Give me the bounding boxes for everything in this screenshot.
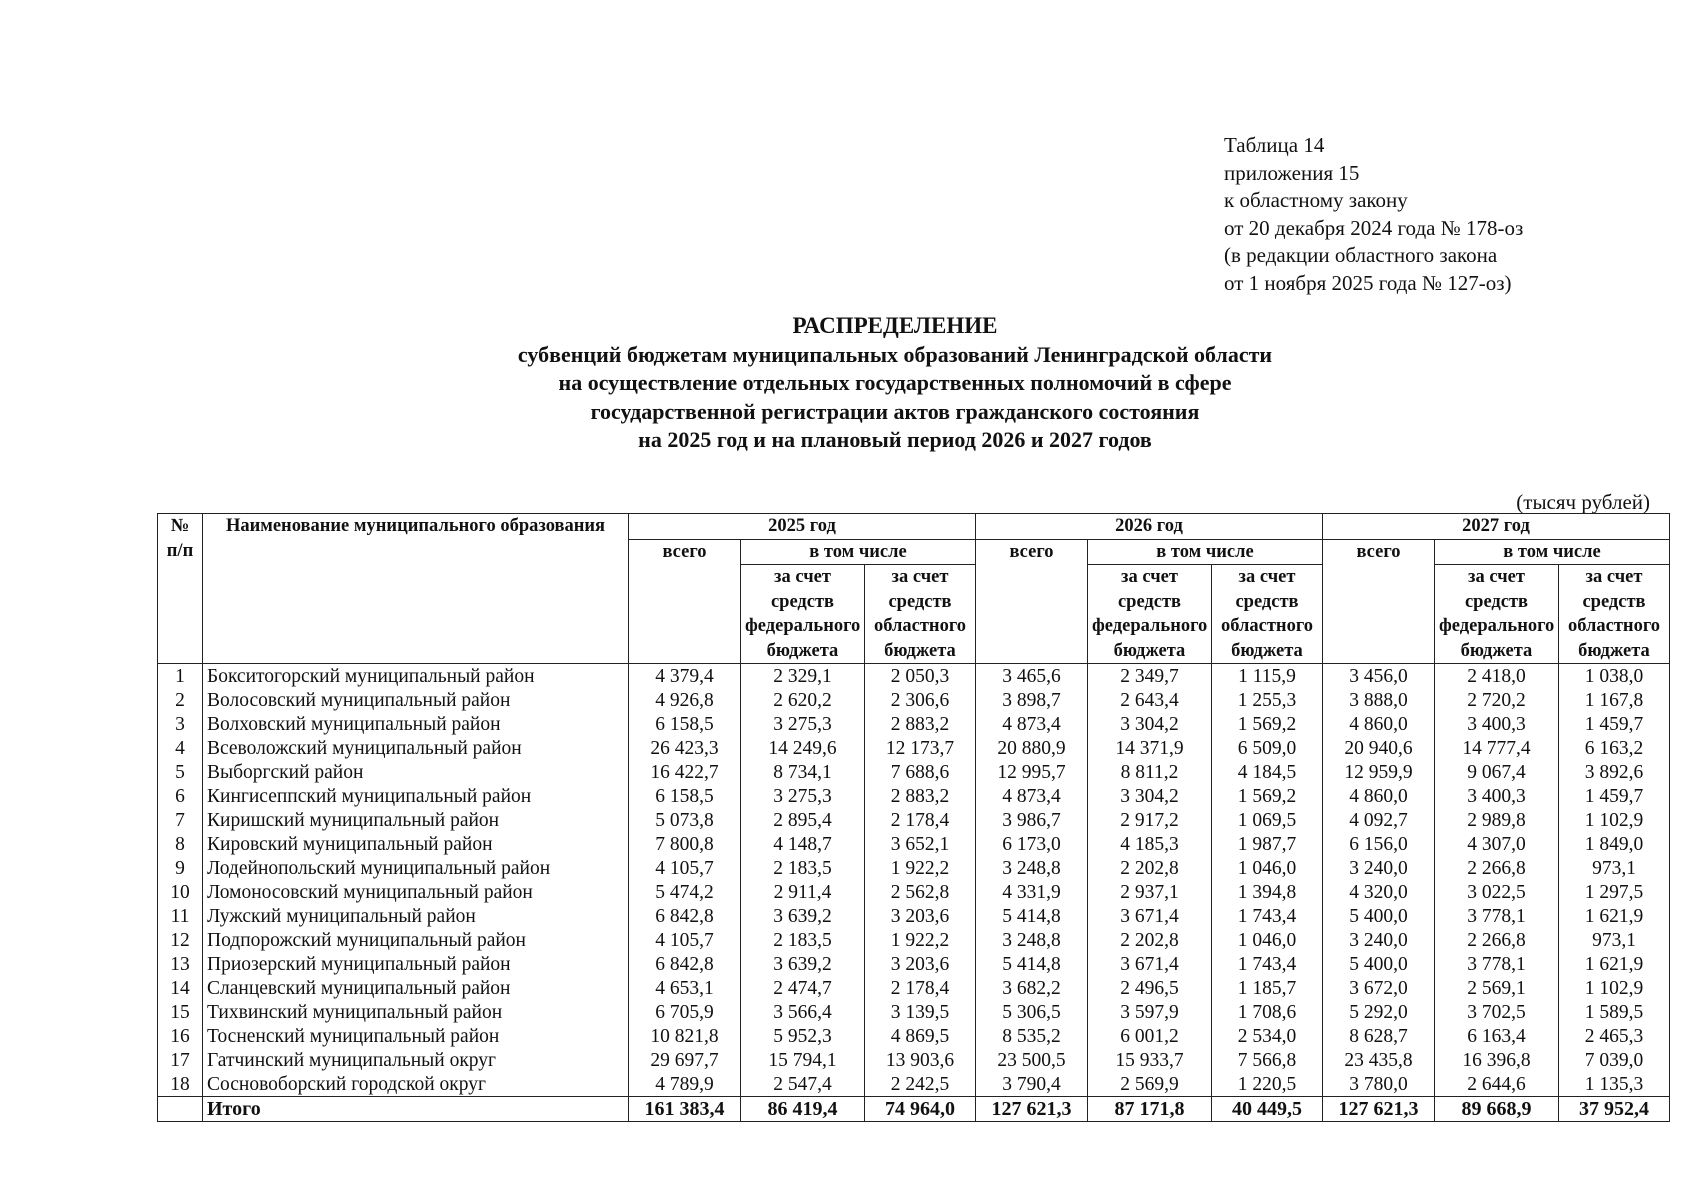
value-cell: 14 777,4 bbox=[1435, 736, 1559, 760]
row-number: 11 bbox=[158, 904, 203, 928]
title-line: на осуществление отдельных государственных полномочий в сфере bbox=[558, 370, 1232, 395]
value-cell: 1 102,9 bbox=[1559, 808, 1670, 832]
value-cell: 2 465,3 bbox=[1559, 1024, 1670, 1048]
value-cell: 4 148,7 bbox=[741, 832, 865, 856]
value-cell: 1 621,9 bbox=[1559, 952, 1670, 976]
value-cell: 5 952,3 bbox=[741, 1024, 865, 1048]
document-title bbox=[400, 312, 1390, 455]
table-row bbox=[158, 808, 1670, 832]
value-cell: 16 422,7 bbox=[629, 760, 741, 784]
municipality-name: Сланцевский муниципальный район bbox=[203, 976, 629, 1000]
total-value-cell: 74 964,0 bbox=[865, 1097, 976, 1122]
value-cell: 6 158,5 bbox=[629, 712, 741, 736]
value-cell: 12 173,7 bbox=[865, 736, 976, 760]
value-cell: 1 069,5 bbox=[1212, 808, 1323, 832]
value-cell: 23 435,8 bbox=[1323, 1048, 1435, 1072]
document-header bbox=[1224, 132, 1523, 297]
value-cell: 16 396,8 bbox=[1435, 1048, 1559, 1072]
value-cell: 2 620,2 bbox=[741, 688, 865, 712]
title-line: субвенций бюджетам муниципальных образований Ленинградской области bbox=[517, 341, 1273, 367]
value-cell: 1 046,0 bbox=[1212, 856, 1323, 880]
value-cell: 3 597,9 bbox=[1088, 1000, 1212, 1024]
value-cell: 7 800,8 bbox=[629, 832, 741, 856]
value-cell: 4 860,0 bbox=[1323, 784, 1435, 808]
value-cell: 4 105,7 bbox=[629, 928, 741, 952]
value-cell: 2 329,1 bbox=[741, 664, 865, 689]
total-value-cell: 37 952,4 bbox=[1559, 1097, 1670, 1122]
header-line: от 1 ноября 2025 года № 127-оз) bbox=[1224, 270, 1512, 295]
value-cell: 3 240,0 bbox=[1323, 928, 1435, 952]
value-cell: 3 566,4 bbox=[741, 1000, 865, 1024]
header-line: приложения 15 bbox=[1224, 160, 1360, 185]
value-cell: 1 621,9 bbox=[1559, 904, 1670, 928]
table-row bbox=[158, 904, 1670, 928]
value-cell: 3 248,8 bbox=[976, 856, 1088, 880]
value-cell: 1 394,8 bbox=[1212, 880, 1323, 904]
value-cell: 4 092,7 bbox=[1323, 808, 1435, 832]
value-cell: 3 275,3 bbox=[741, 784, 865, 808]
value-cell: 1 987,7 bbox=[1212, 832, 1323, 856]
value-cell: 1 046,0 bbox=[1212, 928, 1323, 952]
value-cell: 3 892,6 bbox=[1559, 760, 1670, 784]
value-cell: 6 705,9 bbox=[629, 1000, 741, 1024]
value-cell: 6 842,8 bbox=[629, 952, 741, 976]
value-cell: 4 184,5 bbox=[1212, 760, 1323, 784]
value-cell: 6 509,0 bbox=[1212, 736, 1323, 760]
value-cell: 3 400,3 bbox=[1435, 712, 1559, 736]
value-cell: 1 167,8 bbox=[1559, 688, 1670, 712]
value-cell: 2 911,4 bbox=[741, 880, 865, 904]
table-row bbox=[158, 880, 1670, 904]
value-cell: 3 702,5 bbox=[1435, 1000, 1559, 1024]
value-cell: 3 203,6 bbox=[865, 952, 976, 976]
value-cell: 4 789,9 bbox=[629, 1072, 741, 1097]
value-cell: 4 185,3 bbox=[1088, 832, 1212, 856]
value-cell: 6 156,0 bbox=[1323, 832, 1435, 856]
header-line: от 20 декабря 2024 года № 178-оз bbox=[1224, 215, 1524, 240]
value-cell: 2 496,5 bbox=[1088, 976, 1212, 1000]
incl-col-header: в том числе bbox=[741, 539, 976, 565]
value-cell: 4 320,0 bbox=[1323, 880, 1435, 904]
row-number: 4 bbox=[158, 736, 203, 760]
header-line: Таблица 14 bbox=[1224, 133, 1325, 157]
municipality-name: Кингисеппский муниципальный район bbox=[203, 784, 629, 808]
value-cell: 4 331,9 bbox=[976, 880, 1088, 904]
value-cell: 3 639,2 bbox=[741, 952, 865, 976]
table-row bbox=[158, 712, 1670, 736]
value-cell: 2 050,3 bbox=[865, 664, 976, 689]
municipality-name: Кировский муниципальный район bbox=[203, 832, 629, 856]
value-cell: 9 067,4 bbox=[1435, 760, 1559, 784]
value-cell: 1 220,5 bbox=[1212, 1072, 1323, 1097]
value-cell: 5 292,0 bbox=[1323, 1000, 1435, 1024]
value-cell: 5 414,8 bbox=[976, 904, 1088, 928]
value-cell: 6 163,4 bbox=[1435, 1024, 1559, 1048]
municipality-name: Киришский муниципальный район bbox=[203, 808, 629, 832]
value-cell: 4 873,4 bbox=[976, 712, 1088, 736]
value-cell: 20 880,9 bbox=[976, 736, 1088, 760]
value-cell: 4 379,4 bbox=[629, 664, 741, 689]
federal-col-header: за счет средств федерального бюджета bbox=[1088, 565, 1212, 664]
value-cell: 4 926,8 bbox=[629, 688, 741, 712]
value-cell: 8 628,7 bbox=[1323, 1024, 1435, 1048]
value-cell: 1 922,2 bbox=[865, 928, 976, 952]
header-line: (в редакции областного закона bbox=[1224, 243, 1498, 267]
value-cell: 3 022,5 bbox=[1435, 880, 1559, 904]
value-cell: 6 163,2 bbox=[1559, 736, 1670, 760]
value-cell: 8 734,1 bbox=[741, 760, 865, 784]
table-row bbox=[158, 976, 1670, 1000]
table-row bbox=[158, 760, 1670, 784]
regional-col-header: за счет средств областного бюджета bbox=[865, 565, 976, 664]
value-cell: 3 671,4 bbox=[1088, 904, 1212, 928]
value-cell: 3 672,0 bbox=[1323, 976, 1435, 1000]
regional-col-header: за счет средств областного бюджета bbox=[1212, 565, 1323, 664]
row-number: 5 bbox=[158, 760, 203, 784]
value-cell: 3 898,7 bbox=[976, 688, 1088, 712]
value-cell: 3 240,0 bbox=[1323, 856, 1435, 880]
value-cell: 2 266,8 bbox=[1435, 928, 1559, 952]
row-number: 12 bbox=[158, 928, 203, 952]
value-cell: 2 418,0 bbox=[1435, 664, 1559, 689]
municipality-name: Тосненский муниципальный район bbox=[203, 1024, 629, 1048]
value-cell: 2 242,5 bbox=[865, 1072, 976, 1097]
table-row bbox=[158, 832, 1670, 856]
value-cell: 2 178,4 bbox=[865, 976, 976, 1000]
value-cell: 1 255,3 bbox=[1212, 688, 1323, 712]
value-cell: 7 039,0 bbox=[1559, 1048, 1670, 1072]
value-cell: 6 173,0 bbox=[976, 832, 1088, 856]
value-cell: 3 139,5 bbox=[865, 1000, 976, 1024]
value-cell: 3 304,2 bbox=[1088, 784, 1212, 808]
value-cell: 8 811,2 bbox=[1088, 760, 1212, 784]
row-number: 10 bbox=[158, 880, 203, 904]
table-row bbox=[158, 784, 1670, 808]
value-cell: 6 158,5 bbox=[629, 784, 741, 808]
value-cell: 2 569,1 bbox=[1435, 976, 1559, 1000]
value-cell: 4 307,0 bbox=[1435, 832, 1559, 856]
value-cell: 1 459,7 bbox=[1559, 784, 1670, 808]
municipality-name: Приозерский муниципальный район bbox=[203, 952, 629, 976]
value-cell: 3 671,4 bbox=[1088, 952, 1212, 976]
municipality-name: Ломоносовский муниципальный район bbox=[203, 880, 629, 904]
year-header-2026: 2026 год bbox=[976, 514, 1323, 540]
value-cell: 5 306,5 bbox=[976, 1000, 1088, 1024]
value-cell: 3 778,1 bbox=[1435, 904, 1559, 928]
value-cell: 23 500,5 bbox=[976, 1048, 1088, 1072]
value-cell: 1 297,5 bbox=[1559, 880, 1670, 904]
value-cell: 3 275,3 bbox=[741, 712, 865, 736]
value-cell: 7 688,6 bbox=[865, 760, 976, 784]
incl-col-header: в том числе bbox=[1435, 539, 1670, 565]
municipality-name: Бокситогорский муниципальный район bbox=[203, 664, 629, 689]
value-cell: 1 743,4 bbox=[1212, 952, 1323, 976]
total-value-cell: 161 383,4 bbox=[629, 1097, 741, 1122]
value-cell: 4 105,7 bbox=[629, 856, 741, 880]
value-cell: 3 456,0 bbox=[1323, 664, 1435, 689]
table-row bbox=[158, 664, 1670, 689]
value-cell: 2 644,6 bbox=[1435, 1072, 1559, 1097]
value-cell: 3 986,7 bbox=[976, 808, 1088, 832]
total-row-number bbox=[158, 1097, 203, 1122]
value-cell: 5 400,0 bbox=[1323, 904, 1435, 928]
title-line: государственной регистрации актов гражданского состояния bbox=[590, 398, 1200, 424]
municipality-name: Лужский муниципальный район bbox=[203, 904, 629, 928]
table-row bbox=[158, 1072, 1670, 1097]
value-cell: 3 203,6 bbox=[865, 904, 976, 928]
value-cell: 2 547,4 bbox=[741, 1072, 865, 1097]
value-cell: 3 780,0 bbox=[1323, 1072, 1435, 1097]
value-cell: 7 566,8 bbox=[1212, 1048, 1323, 1072]
table-row bbox=[158, 736, 1670, 760]
value-cell: 15 794,1 bbox=[741, 1048, 865, 1072]
value-cell: 10 821,8 bbox=[629, 1024, 741, 1048]
value-cell: 2 306,6 bbox=[865, 688, 976, 712]
value-cell: 3 790,4 bbox=[976, 1072, 1088, 1097]
municipality-name: Подпорожский муниципальный район bbox=[203, 928, 629, 952]
value-cell: 2 643,4 bbox=[1088, 688, 1212, 712]
table-row bbox=[158, 1000, 1670, 1024]
value-cell: 4 653,1 bbox=[629, 976, 741, 1000]
value-cell: 1 038,0 bbox=[1559, 664, 1670, 689]
table-row bbox=[158, 1048, 1670, 1072]
total-col-header: всего bbox=[1323, 539, 1435, 664]
row-number: 16 bbox=[158, 1024, 203, 1048]
value-cell: 2 883,2 bbox=[865, 784, 976, 808]
row-number: 2 bbox=[158, 688, 203, 712]
value-cell: 2 989,8 bbox=[1435, 808, 1559, 832]
value-cell: 14 371,9 bbox=[1088, 736, 1212, 760]
value-cell: 1 569,2 bbox=[1212, 784, 1323, 808]
value-cell: 2 895,4 bbox=[741, 808, 865, 832]
year-header-2027: 2027 год bbox=[1323, 514, 1670, 540]
value-cell: 4 873,4 bbox=[976, 784, 1088, 808]
value-cell: 2 183,5 bbox=[741, 856, 865, 880]
value-cell: 3 888,0 bbox=[1323, 688, 1435, 712]
value-cell: 1 102,9 bbox=[1559, 976, 1670, 1000]
value-cell: 3 400,3 bbox=[1435, 784, 1559, 808]
row-number: 14 bbox=[158, 976, 203, 1000]
row-number: 17 bbox=[158, 1048, 203, 1072]
value-cell: 2 883,2 bbox=[865, 712, 976, 736]
value-cell: 2 917,2 bbox=[1088, 808, 1212, 832]
row-number: 3 bbox=[158, 712, 203, 736]
value-cell: 2 720,2 bbox=[1435, 688, 1559, 712]
table-row bbox=[158, 1024, 1670, 1048]
federal-col-header: за счет средств федерального бюджета bbox=[741, 565, 865, 664]
value-cell: 6 001,2 bbox=[1088, 1024, 1212, 1048]
total-label: Итого bbox=[203, 1097, 629, 1122]
table-row bbox=[158, 928, 1670, 952]
total-col-header: всего bbox=[629, 539, 741, 664]
value-cell: 3 248,8 bbox=[976, 928, 1088, 952]
value-cell: 1 743,4 bbox=[1212, 904, 1323, 928]
value-cell: 12 959,9 bbox=[1323, 760, 1435, 784]
value-cell: 8 535,2 bbox=[976, 1024, 1088, 1048]
municipality-name: Всеволожский муниципальный район bbox=[203, 736, 629, 760]
title-main: РАСПРЕДЕЛЕНИЕ bbox=[792, 313, 998, 338]
value-cell: 1 708,6 bbox=[1212, 1000, 1323, 1024]
total-value-cell: 127 621,3 bbox=[976, 1097, 1088, 1122]
row-number: 13 bbox=[158, 952, 203, 976]
value-cell: 15 933,7 bbox=[1088, 1048, 1212, 1072]
value-cell: 2 569,9 bbox=[1088, 1072, 1212, 1097]
col-name-header: Наименование муниципального образования bbox=[203, 514, 629, 664]
value-cell: 2 562,8 bbox=[865, 880, 976, 904]
value-cell: 2 474,7 bbox=[741, 976, 865, 1000]
value-cell: 5 400,0 bbox=[1323, 952, 1435, 976]
value-cell: 2 349,7 bbox=[1088, 664, 1212, 689]
municipality-name: Волосовский муниципальный район bbox=[203, 688, 629, 712]
value-cell: 5 474,2 bbox=[629, 880, 741, 904]
header-line: к областному закону bbox=[1224, 188, 1408, 212]
value-cell: 4 869,5 bbox=[865, 1024, 976, 1048]
municipality-name: Волховский муниципальный район bbox=[203, 712, 629, 736]
total-col-header: всего bbox=[976, 539, 1088, 664]
total-value-cell: 86 419,4 bbox=[741, 1097, 865, 1122]
value-cell: 3 682,2 bbox=[976, 976, 1088, 1000]
value-cell: 13 903,6 bbox=[865, 1048, 976, 1072]
municipality-name: Тихвинский муниципальный район bbox=[203, 1000, 629, 1024]
value-cell: 1 589,5 bbox=[1559, 1000, 1670, 1024]
table-row bbox=[158, 952, 1670, 976]
value-cell: 2 202,8 bbox=[1088, 856, 1212, 880]
value-cell: 20 940,6 bbox=[1323, 736, 1435, 760]
value-cell: 2 183,5 bbox=[741, 928, 865, 952]
value-cell: 1 135,3 bbox=[1559, 1072, 1670, 1097]
row-number: 7 bbox=[158, 808, 203, 832]
row-number: 8 bbox=[158, 832, 203, 856]
regional-col-header: за счет средств областного бюджета bbox=[1559, 565, 1670, 664]
incl-col-header: в том числе bbox=[1088, 539, 1323, 565]
municipality-name: Гатчинский муниципальный округ bbox=[203, 1048, 629, 1072]
total-value-cell: 40 449,5 bbox=[1212, 1097, 1323, 1122]
value-cell: 2 534,0 bbox=[1212, 1024, 1323, 1048]
value-cell: 6 842,8 bbox=[629, 904, 741, 928]
value-cell: 5 073,8 bbox=[629, 808, 741, 832]
title-line: на 2025 год и на плановый период 2026 и 2027 годов bbox=[638, 427, 1152, 452]
value-cell: 5 414,8 bbox=[976, 952, 1088, 976]
municipality-name: Выборгский район bbox=[203, 760, 629, 784]
municipality-name: Сосновоборский городской округ bbox=[203, 1072, 629, 1097]
row-number: 15 bbox=[158, 1000, 203, 1024]
federal-col-header: за счет средств федерального бюджета bbox=[1435, 565, 1559, 664]
row-number: 1 bbox=[158, 664, 203, 689]
value-cell: 1 459,7 bbox=[1559, 712, 1670, 736]
value-cell: 1 115,9 bbox=[1212, 664, 1323, 689]
value-cell: 2 202,8 bbox=[1088, 928, 1212, 952]
table-body bbox=[158, 664, 1670, 1122]
year-header-2025: 2025 год bbox=[629, 514, 976, 540]
col-number-header: № п/п bbox=[158, 514, 203, 664]
value-cell: 3 465,6 bbox=[976, 664, 1088, 689]
total-value-cell: 89 668,9 bbox=[1435, 1097, 1559, 1122]
value-cell: 3 304,2 bbox=[1088, 712, 1212, 736]
distribution-table bbox=[157, 513, 1670, 1122]
value-cell: 29 697,7 bbox=[629, 1048, 741, 1072]
value-cell: 14 249,6 bbox=[741, 736, 865, 760]
value-cell: 2 266,8 bbox=[1435, 856, 1559, 880]
value-cell: 973,1 bbox=[1559, 856, 1670, 880]
value-cell: 26 423,3 bbox=[629, 736, 741, 760]
row-number: 6 bbox=[158, 784, 203, 808]
value-cell: 1 849,0 bbox=[1559, 832, 1670, 856]
total-row bbox=[158, 1097, 1670, 1122]
municipality-name: Лодейнопольский муниципальный район bbox=[203, 856, 629, 880]
value-cell: 1 922,2 bbox=[865, 856, 976, 880]
table-row bbox=[158, 856, 1670, 880]
row-number: 9 bbox=[158, 856, 203, 880]
value-cell: 2 178,4 bbox=[865, 808, 976, 832]
value-cell: 1 185,7 bbox=[1212, 976, 1323, 1000]
units-label: (тысяч рублей) bbox=[1516, 490, 1650, 514]
value-cell: 12 995,7 bbox=[976, 760, 1088, 784]
value-cell: 973,1 bbox=[1559, 928, 1670, 952]
total-value-cell: 127 621,3 bbox=[1323, 1097, 1435, 1122]
total-value-cell: 87 171,8 bbox=[1088, 1097, 1212, 1122]
value-cell: 3 652,1 bbox=[865, 832, 976, 856]
table-row bbox=[158, 688, 1670, 712]
value-cell: 1 569,2 bbox=[1212, 712, 1323, 736]
value-cell: 4 860,0 bbox=[1323, 712, 1435, 736]
value-cell: 3 778,1 bbox=[1435, 952, 1559, 976]
value-cell: 3 639,2 bbox=[741, 904, 865, 928]
value-cell: 2 937,1 bbox=[1088, 880, 1212, 904]
row-number: 18 bbox=[158, 1072, 203, 1097]
